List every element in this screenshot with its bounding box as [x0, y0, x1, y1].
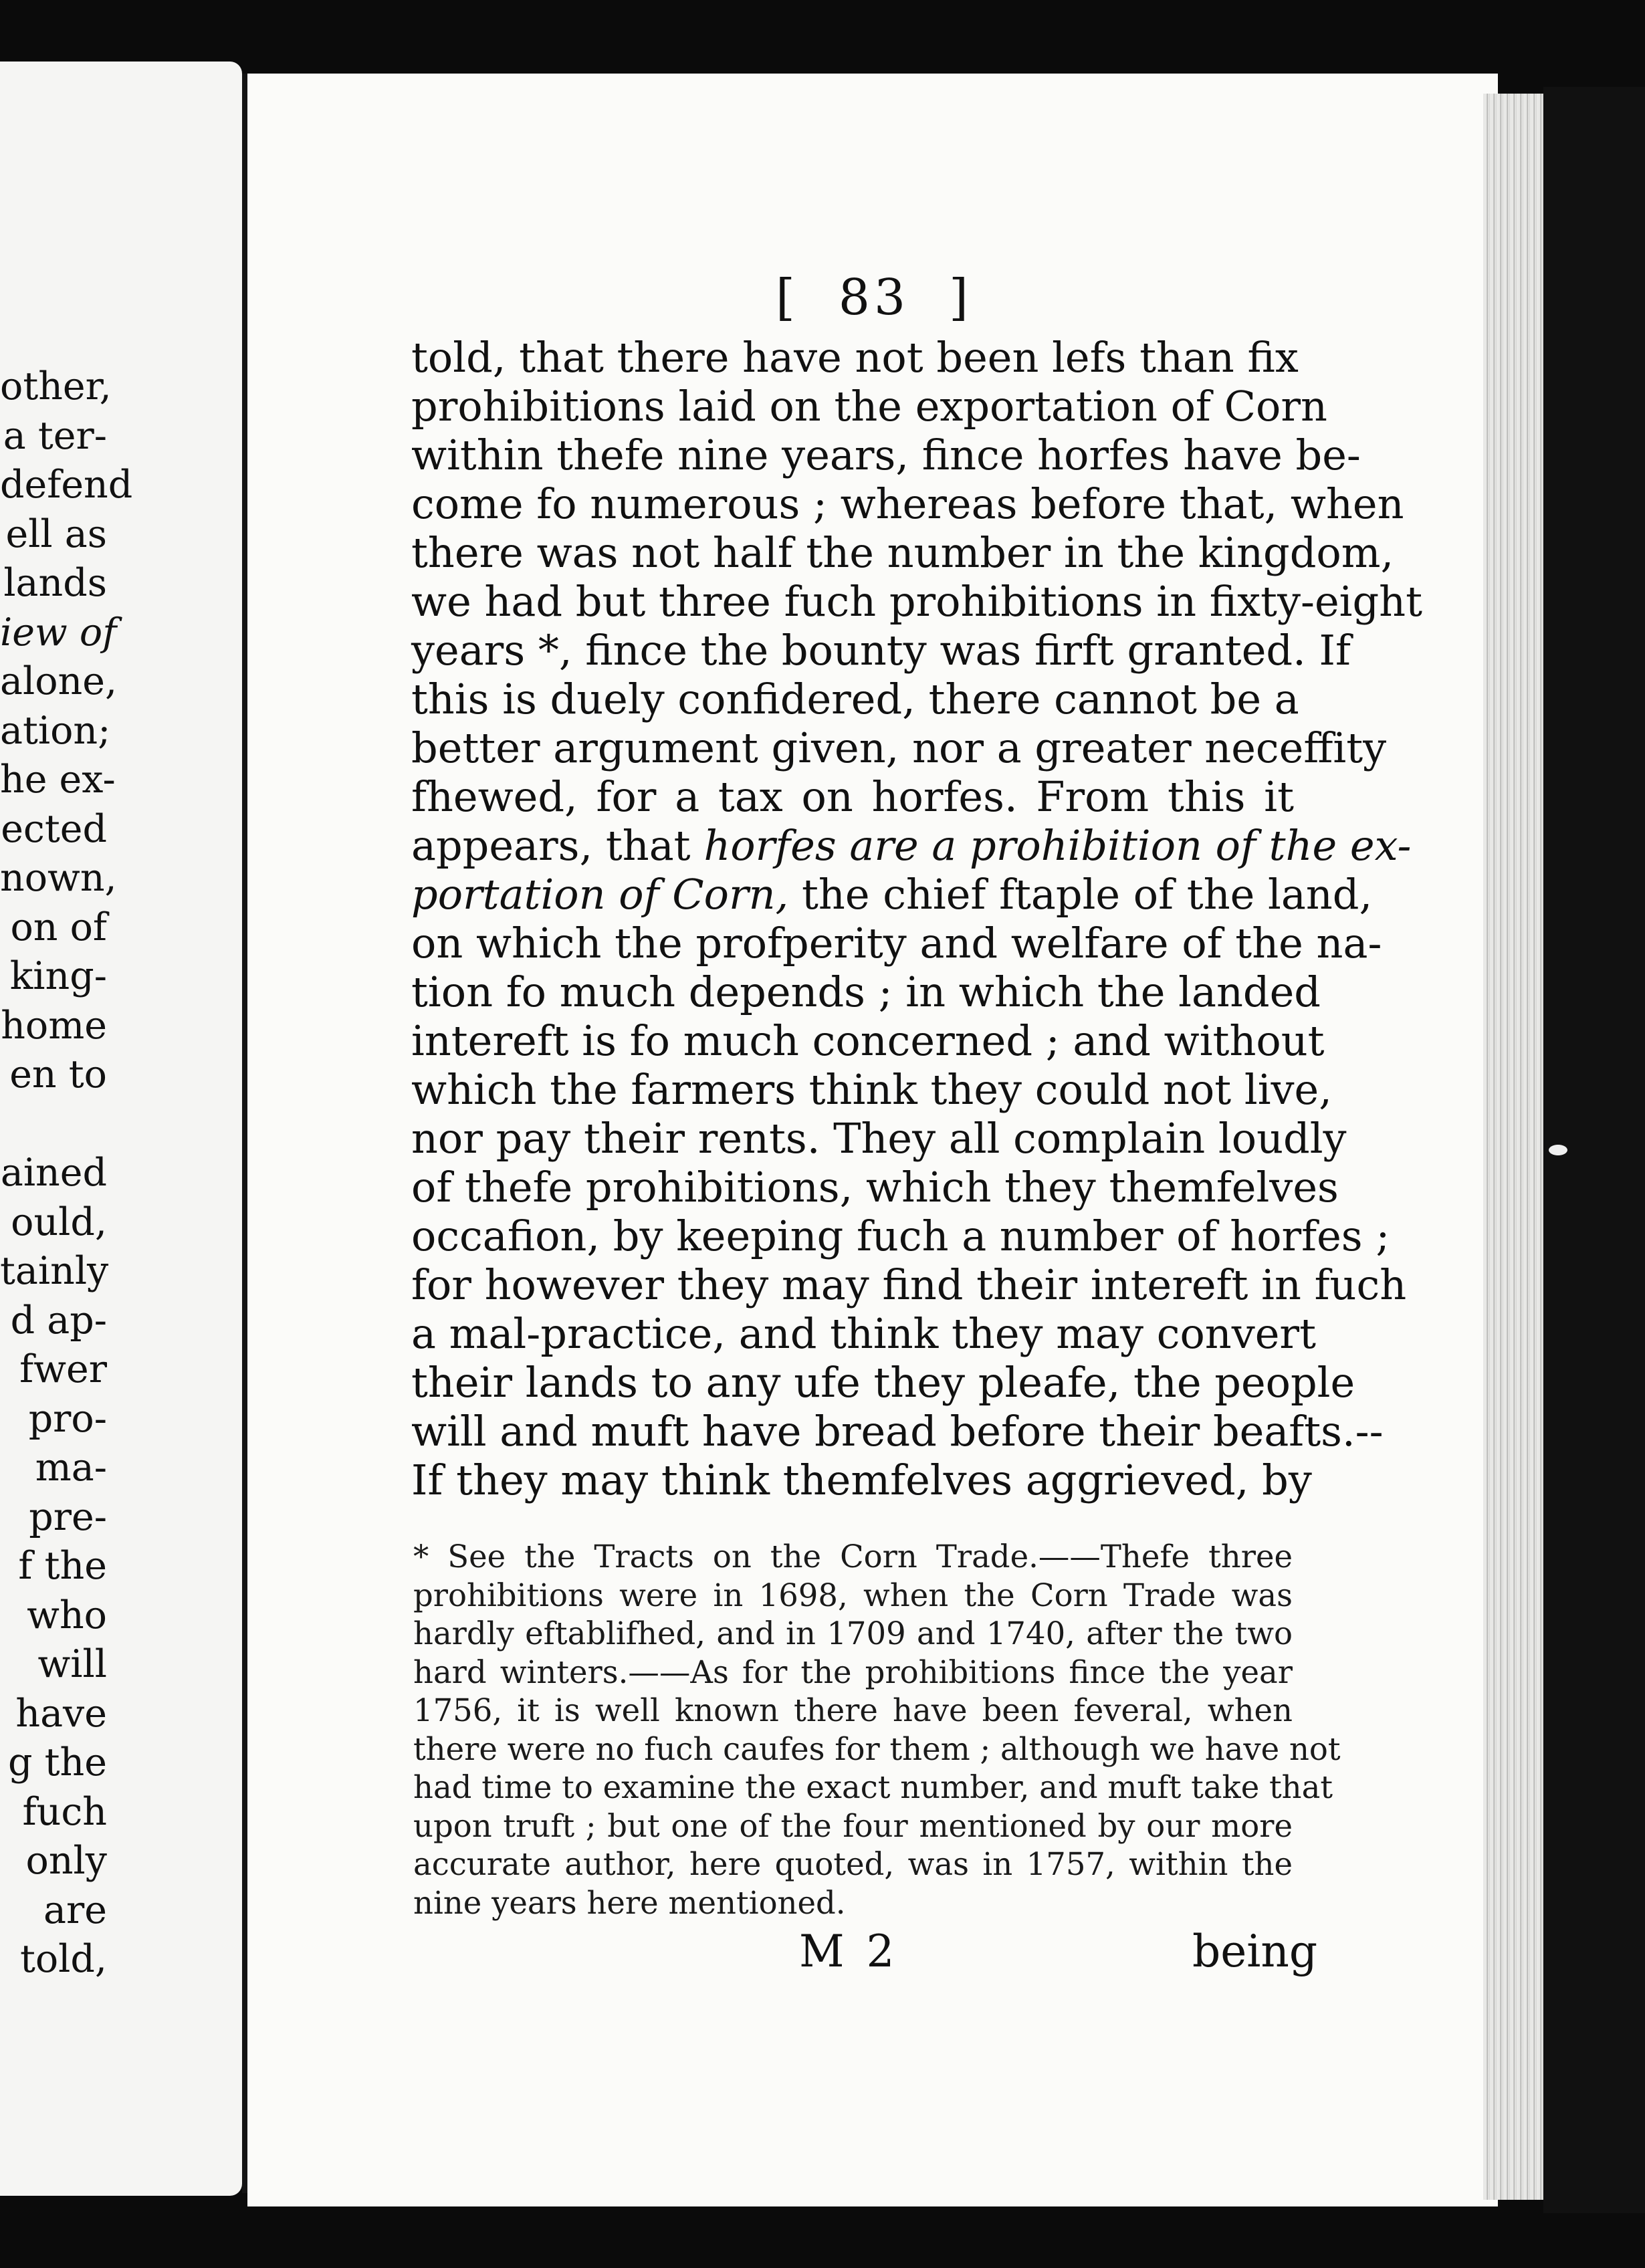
text-line: occafion, by keeping fuch a number of horfes ; — [411, 1212, 1390, 1260]
text-line: tion fo much depends ; in which the landed — [411, 968, 1321, 1016]
left-fragment-line: iew of — [0, 610, 117, 655]
left-fragment-line: f the — [18, 1544, 107, 1588]
text-line: years *, fince the bounty was firft granted. If — [411, 626, 1351, 675]
left-fragment-line: other, — [0, 364, 112, 409]
text-line: told, that there have not been lefs than fix — [411, 333, 1299, 382]
left-fragment-line: tainly — [0, 1249, 109, 1293]
left-fragment-line: will — [37, 1642, 107, 1686]
text-line: intereft is fo much concerned ; and without — [411, 1016, 1325, 1065]
text-line: come fo numerous ; whereas before that, when — [411, 479, 1404, 528]
footnote-line: hard winters.——As for the prohibitions fince the year — [413, 1654, 1293, 1690]
text-italic: horfes are a prohibition of the ex- — [703, 821, 1412, 870]
footnote-line: upon truft ; but one of the four mentioned by our more — [413, 1807, 1293, 1844]
text-line: will and muft have bread before their beafts.-- — [411, 1407, 1384, 1456]
left-fragment-line: pro- — [28, 1396, 107, 1441]
text-line: which the farmers think they could not live, — [411, 1065, 1332, 1114]
text-italic: portation of Corn, — [411, 870, 789, 919]
left-fragment-line: ained — [0, 1151, 107, 1195]
left-fragment-line: a ter- — [3, 413, 107, 458]
catchword: being — [1192, 1926, 1318, 1977]
text-line: prohibitions laid on the exportation of Corn — [411, 382, 1327, 431]
left-fragment-line: lands — [3, 561, 107, 605]
left-fragment-line: have — [15, 1691, 107, 1736]
left-fragment-line: pre- — [29, 1494, 107, 1539]
footnote-line: 1756, it is well known there have been feveral, when — [413, 1692, 1293, 1728]
paper-speck — [1549, 1145, 1567, 1155]
footnote — [413, 1538, 1341, 1922]
text-line: their lands to any ufe they pleafe, the people — [411, 1358, 1355, 1407]
text-roman: appears, that — [411, 821, 704, 870]
left-fragment-line: ected — [1, 806, 107, 851]
text-line: on which the profperity and welfare of the na- — [411, 919, 1382, 968]
text-line: nor pay their rents. They all complain loudly — [411, 1114, 1347, 1163]
text-line-italic-start — [411, 821, 1412, 870]
left-fragment-line: king- — [9, 954, 107, 998]
left-fragment-line: ell as — [5, 512, 107, 556]
footnote-line: had time to examine the exact number, and muft take that — [413, 1769, 1333, 1805]
left-fragment-line: ation; — [0, 708, 111, 753]
left-fragment-line: are — [43, 1888, 107, 1932]
page-edges — [1483, 94, 1543, 2200]
footnote-line: there were no fuch caufes for them ; although we have not — [413, 1730, 1341, 1767]
footnote-line: * See the Tracts on the Corn Trade.——Thefe three — [413, 1539, 1293, 1575]
footnote-line: prohibitions were in 1698, when the Corn Trade was — [413, 1577, 1293, 1613]
left-fragment-line: on of — [10, 905, 107, 949]
left-fragment-line: who — [27, 1593, 107, 1637]
left-fragment-line: alone, — [0, 659, 118, 703]
left-fragment-line: d ap- — [10, 1298, 107, 1343]
text-line: we had but three fuch prohibitions in fixty-eight — [411, 577, 1423, 626]
text-line: for however they may find their intereft in fuch — [411, 1260, 1407, 1309]
text-line: better argument given, nor a greater neceffity — [411, 723, 1387, 772]
left-fragment-line: en to — [9, 1052, 107, 1097]
left-fragment-line: only — [25, 1839, 107, 1883]
text-roman: the chief ftaple of the land, — [788, 870, 1373, 919]
left-fragment-line: defend — [0, 463, 133, 507]
text-line: within thefe nine years, fince horfes have be- — [411, 431, 1361, 479]
page-number-header: [ 83 ] — [776, 269, 972, 326]
footnote-line: accurate author, here quoted, was in 1757, within the — [413, 1846, 1293, 1882]
text-line-italic-end — [411, 870, 1373, 919]
text-line: If they may think themfelves aggrieved, by — [411, 1456, 1312, 1504]
left-fragment-line: ma- — [35, 1446, 107, 1490]
footnote-line: nine years here mentioned. — [413, 1884, 846, 1921]
signature-mark: M 2 — [799, 1926, 899, 1977]
main-text — [411, 333, 1423, 1504]
left-fragment-line: ould, — [11, 1200, 107, 1244]
text-line: fhewed, for a tax on horfes. From this it — [411, 772, 1294, 821]
left-fragment-line: fwer — [19, 1347, 107, 1391]
left-fragment-line: told, — [19, 1937, 107, 1981]
left-fragment-line: fuch — [22, 1789, 107, 1834]
text-line: this is duely confidered, there cannot be a — [411, 675, 1299, 723]
left-fragment-line: nown, — [0, 856, 117, 900]
footnote-line: hardly eftablifhed, and in 1709 and 1740, after the two — [413, 1615, 1293, 1652]
text-line: a mal-practice, and think they may convert — [411, 1309, 1316, 1358]
left-fragment-line: home — [1, 1003, 107, 1048]
text-line: of thefe prohibitions, which they themfelves — [411, 1163, 1339, 1212]
left-fragment-line: he ex- — [0, 758, 116, 802]
left-fragment-line: g the — [8, 1740, 107, 1785]
text-line: there was not half the number in the kingdom, — [411, 528, 1394, 577]
